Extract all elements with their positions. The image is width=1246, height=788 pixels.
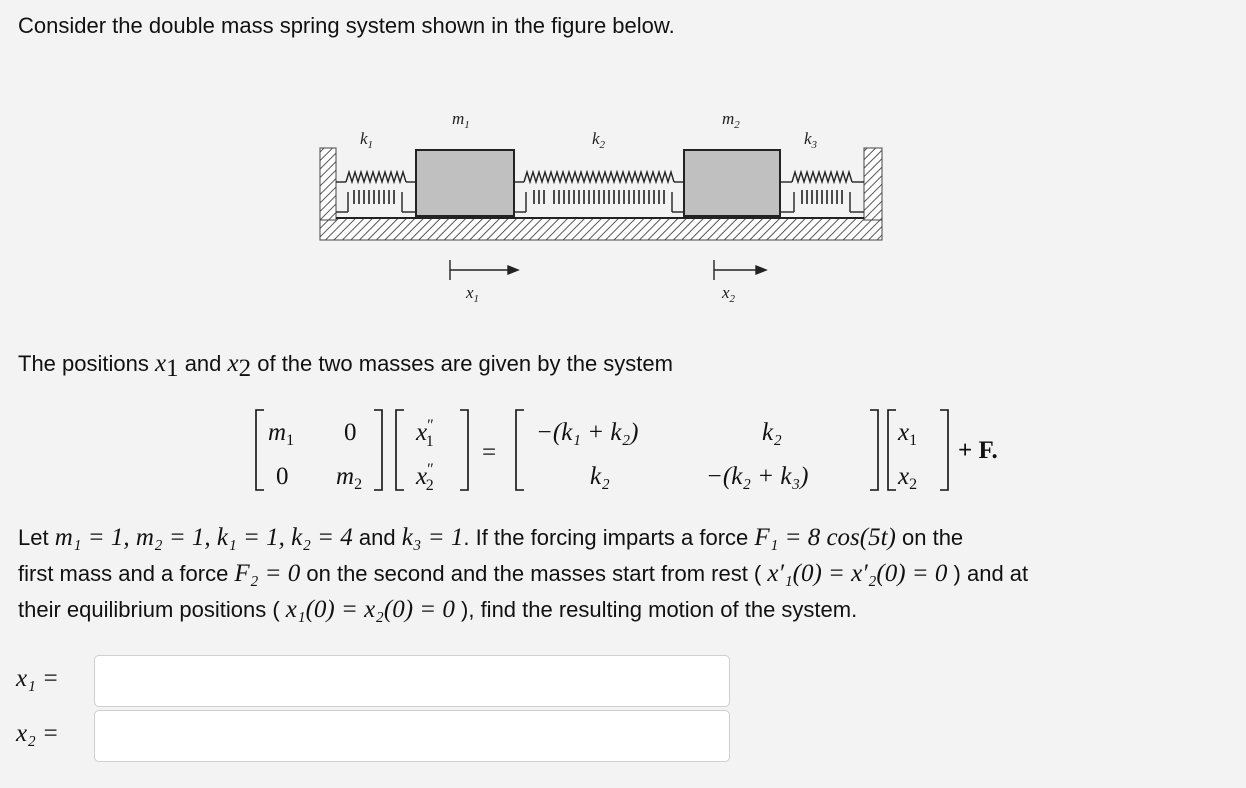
K-a21: k₂ <box>590 463 610 490</box>
acc-r2: x″ 2 <box>416 461 434 494</box>
pos-r1: $x_1$ <box>898 419 918 449</box>
x1-answer-input[interactable] <box>94 655 730 707</box>
x1-arrow <box>450 260 518 280</box>
spring-k1 <box>336 172 416 212</box>
x2-answer-label: x₂ = <box>16 720 59 747</box>
floor-hatch <box>320 218 882 240</box>
intro-text: Consider the double mass spring system shown in the figure below. <box>18 13 675 38</box>
label-x1: $x_1$ <box>466 283 480 305</box>
K-a11: −(k₁ + k₂) <box>536 419 639 446</box>
spring-k2 <box>514 172 684 212</box>
acc-r1: x″ 1 <box>416 417 434 450</box>
matrix-equation <box>248 404 1028 496</box>
right-wall <box>864 148 882 220</box>
mass-1-block <box>416 150 514 216</box>
x2-answer-input[interactable] <box>94 710 730 762</box>
mass-spring-figure <box>312 100 884 318</box>
mass-2-block <box>684 150 780 216</box>
pos-r2: $x_2$ <box>898 463 918 493</box>
K-a22: −(k₂ + k₃) <box>706 463 809 490</box>
x2-arrow <box>714 260 766 280</box>
problem-line-3: their equilibrium positions ( x₁(0) = x₂(0) = 0 ), find the resulting motion of the system. <box>18 596 858 623</box>
forcing-term: + F. <box>958 437 998 464</box>
M-a22: $m_2$ <box>336 463 363 493</box>
M-a11: $m_1$ <box>268 419 295 449</box>
label-m1: $m_1$ <box>452 109 470 131</box>
x1-answer-label: x₁ = <box>16 665 59 692</box>
spring-k3 <box>780 172 864 212</box>
problem-line-1: Let m₁ = 1, m₂ = 1, k₁ = 1, k₂ = 4 and k₃ = 1. If the forcing imparts a force F₁ = 8 cos(5t) on the <box>18 524 964 551</box>
label-k3: $k_3$ <box>804 129 818 151</box>
left-wall <box>320 148 336 220</box>
label-k2: $k_2$ <box>592 129 606 151</box>
label-k1: $k_1$ <box>360 129 374 151</box>
positions-sentence: The positions $x_1$ and $x_2$ of the two masses are given by the system <box>18 350 673 382</box>
M-a21: 0 <box>276 463 289 490</box>
label-x2: $x_2$ <box>722 283 736 305</box>
problem-line-2: first mass and a force F₂ = 0 on the second and the masses start from rest ( x′₁(0) = x′₂(0) = 0 ) and at <box>18 560 1029 587</box>
label-m2: $m_2$ <box>722 109 740 131</box>
equals-sign: = <box>482 439 497 466</box>
K-a12: k₂ <box>762 419 782 446</box>
M-a12: 0 <box>344 419 357 446</box>
